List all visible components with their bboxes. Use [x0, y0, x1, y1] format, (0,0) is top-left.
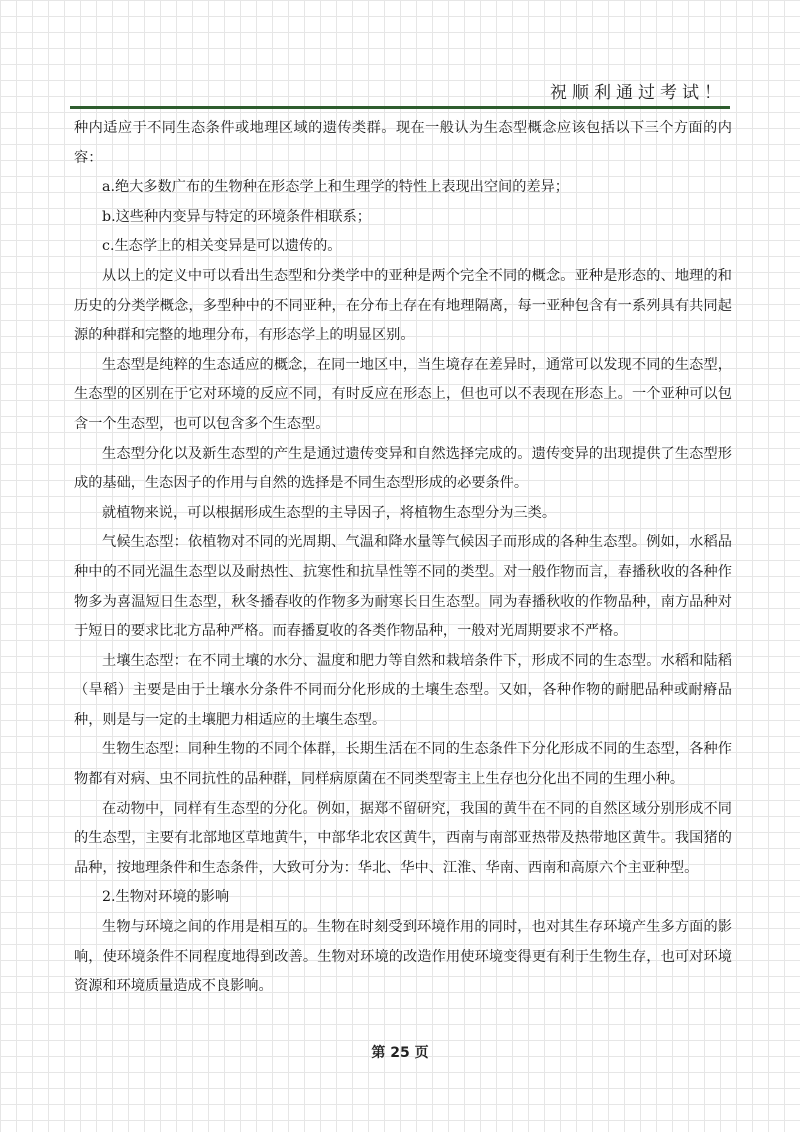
header-divider [70, 106, 730, 109]
paragraph-soil-ecotype: 土壤生态型：在不同土壤的水分、温度和肥力等自然和栽培条件下，形成不同的生态型。水稻和陆稻（旱稻）主要是由于土壤水分条件不同而分化形成的土壤生态型。又如，各种作物的耐肥品种或耐瘠品种，则是与一定的土壤肥力相适应的土壤生态型。 [74, 652, 732, 728]
paragraph-organism-environment: 生物与环境之间的作用是相互的。生物在时刻受到环境作用的同时，也对其生存环境产生多方面的影响，使环境条件不同程度地得到改善。生物对环境的改造作用使环境变得更有利于生物生存，也可对环境资源和环境质量造成不良影响。 [74, 919, 732, 995]
header-motto: 祝顺利通过考试！ [550, 83, 726, 103]
document-body [74, 114, 732, 1002]
list-item-b: b.这些种内变异与特定的环境条件相联系； [102, 208, 371, 225]
paragraph-ecotype-concept: 生态型是纯粹的生态适应的概念，在同一地区中，当生境存在差异时，通常可以发现不同的生态型，生态型的区别在于它对环境的反应不同，有时反应在形态上，但也可以不表现在形态上。一个亚种可以包含一个生态型，也可以包含多个生态型。 [74, 356, 732, 432]
paragraph-animal-ecotype: 在动物中，同样有生态型的分化。例如，据郑不留研究，我国的黄牛在不同的自然区域分别形成不同的生态型，主要有北部地区草地黄牛，中部华北农区黄牛，西南与南部亚热带及热带地区黄牛。我国猪的品种，按地理条件和生态条件，大致可分为：华北、华中、江淮、华南、西南和高原六个主亚种型。 [74, 800, 732, 876]
paragraph-biotic-ecotype: 生物生态型：同种生物的不同个体群，长期生活在不同的生态条件下分化形成不同的生态型，各种作物都有对病、虫不同抗性的品种群，同样病原菌在不同类型寄主上生存也分化出不同的生理小种。 [74, 741, 732, 788]
page-number: 第 25 页 [371, 1045, 429, 1061]
section-heading: 2.生物对环境的影响 [102, 889, 230, 906]
list-item-c: c.生态学上的相关变异是可以遗传的。 [102, 238, 342, 255]
paragraph-plant-ecotypes: 就植物来说，可以根据形成生态型的主导因子，将植物生态型分为三类。 [102, 504, 557, 521]
paragraph-ecotype-formation: 生态型分化以及新生态型的产生是通过遗传变异和自然选择完成的。遗传变异的出现提供了生态型形成的基础，生态因子的作用与自然的选择是不同生态型形成的必要条件。 [74, 445, 732, 492]
paragraph-subspecies: 从以上的定义中可以看出生态型和分类学中的亚种是两个完全不同的概念。亚种是形态的、地理的和历史的分类学概念，多型种中的不同亚种，在分布上存在有地理隔离，每一亚种包含有一系列具有共同起源的种群和完整的地理分布，有形态学上的明显区别。 [74, 267, 732, 344]
list-item-a: a.绝大多数广布的生物种在形态学上和生理学的特性上表现出空间的差异； [102, 179, 569, 196]
paragraph-climate-ecotype: 气候生态型：依植物对不同的光周期、气温和降水量等气候因子而形成的各种生态型。例如，水稻品种中的不同光温生态型以及耐热性、抗寒性和抗旱性等不同的类型。对一般作物而言，春播秋收的各种作物多为喜温短日生态型，秋冬播春收的作物多为耐寒长日生态型。同为春播秋收的作物品种，南方品种对于短日的要求比北方品种严格。而春播夏收的各类作物品种，一般对光周期要求不严格。 [74, 534, 732, 640]
paragraph-continuation: 种内适应于不同生态条件或地理区域的遗传类群。现在一般认为生态型概念应该包括以下三个方面的内容： [74, 120, 732, 166]
